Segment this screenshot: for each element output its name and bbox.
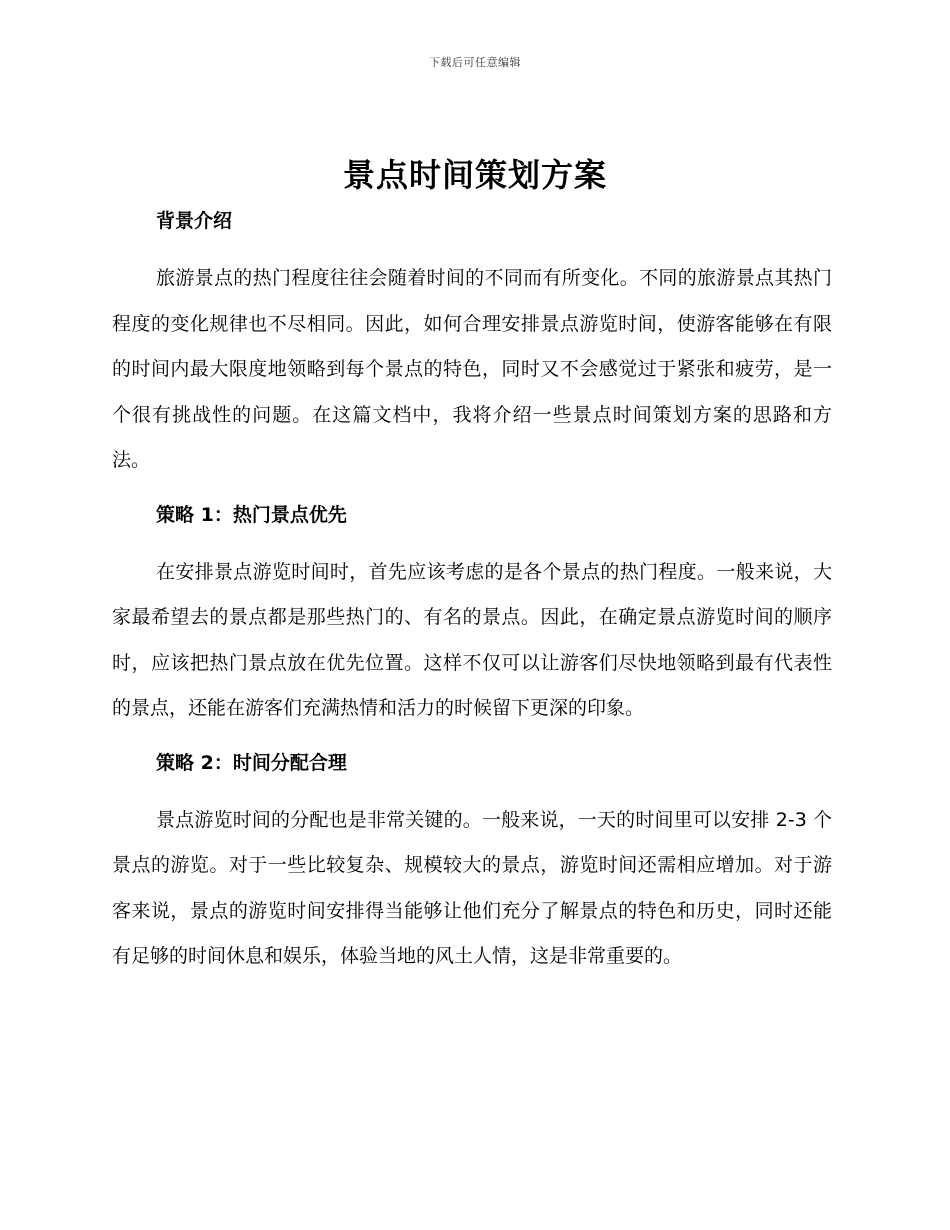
section-heading-background: 背景介绍 — [156, 210, 233, 232]
section-paragraph-background: 旅游景点的热门程度往往会随着时间的不同而有所变化。不同的旅游景点其热门程度的变化规律也不尽相同。因此，如何合理安排景点游览时间，使游客能够在有限的时间内最大限度地领略到每个景点的特色，同时又不会感觉过于紧张和疲劳，是一个很有挑战性的问题。在这篇文档中，我将介绍一些景点时间策划方案的思路和方法。 — [112, 267, 832, 471]
section-paragraph-strategy-2: 景点游览时间的分配也是非常关键的。一般来说，一天的时间里可以安排 2-3 个景点的游览。对于一些比较复杂、规模较大的景点，游览时间还需相应增加。对于游客来说，景点的游览时间安排得当能够让他们充分了解景点的特色和历史，同时还能有足够的时间休息和娱乐，体验当地的风土人情，这是非常重要的。 — [112, 808, 832, 967]
document-body — [112, 203, 832, 980]
section-paragraph-strategy-1: 在安排景点游览时间时，首先应该考虑的是各个景点的热门程度。一般来说，大家最希望去的景点都是那些热门的、有名的景点。因此，在确定景点游览时间的顺序时，应该把热门景点放在优先位置。这样不仅可以让游客们尽快地领略到最有代表性的景点，还能在游客们充满热情和活力的时候留下更深的印象。 — [112, 560, 832, 719]
header-note: 下载后可任意编辑 — [429, 56, 521, 69]
section-heading-strategy-2: 策略 2：时间分配合理 — [156, 751, 347, 774]
document-title: 景点时间策划方案 — [342, 156, 607, 194]
section-heading-strategy-1: 策略 1：热门景点优先 — [156, 503, 347, 526]
